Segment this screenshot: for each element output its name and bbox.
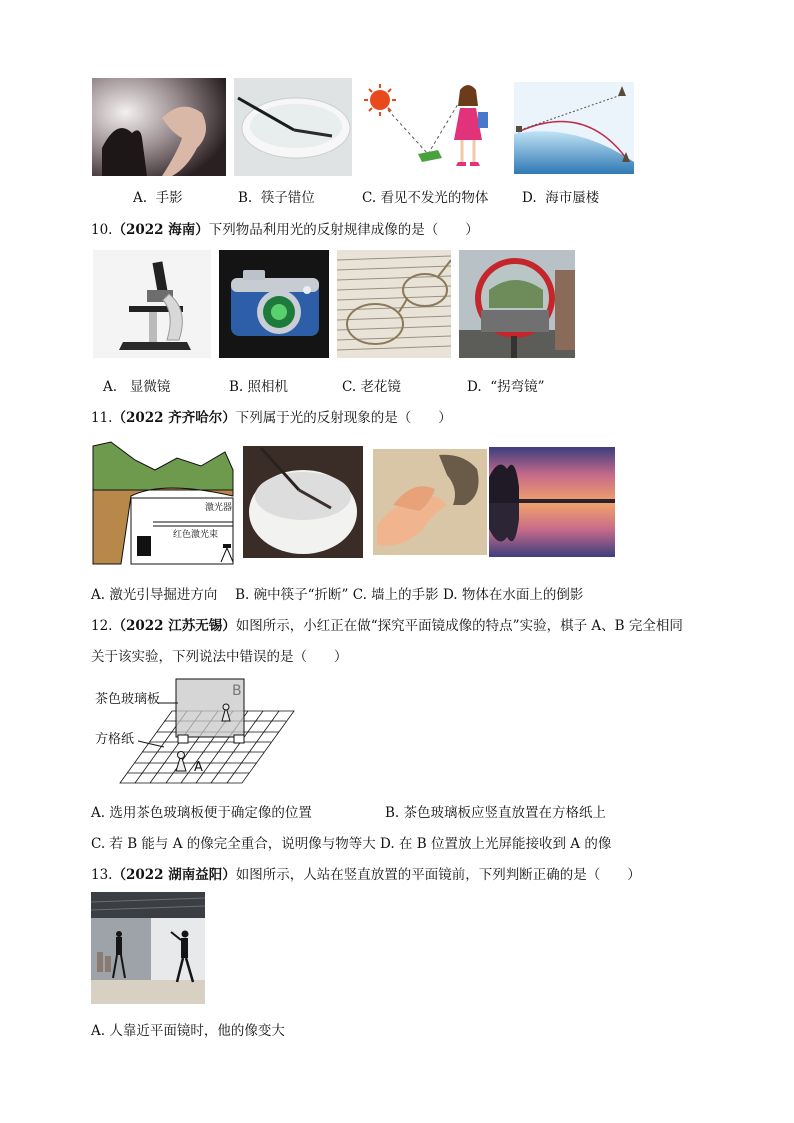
camera-photo: [219, 250, 329, 358]
question-stem: 如图所示，人站在竖直放置的平面镜前，下列判断正确的是（ ）: [235, 867, 641, 883]
option-text: 看见不发光的物体: [380, 190, 489, 206]
grid-paper-label: 方格纸: [95, 732, 135, 747]
question-source: （2022 海南）: [112, 222, 209, 238]
chopstick-bowl-photo: [234, 78, 352, 176]
beam-label: 红色激光束: [173, 530, 219, 540]
question-number: 13.: [91, 867, 113, 883]
question-10: [91, 218, 479, 238]
question-12: [91, 614, 683, 634]
question-source: （2022 江苏无锡）: [112, 618, 236, 634]
option-text: “拐弯镜”: [490, 379, 545, 395]
option-text: 手影: [155, 190, 183, 206]
option-letter: D.: [467, 379, 482, 395]
question-source: （2022 湖南益阳）: [112, 867, 236, 883]
q10-option-d: [467, 375, 545, 395]
q12-option-b: B. 茶色玻璃板应竖直放置在方格纸上: [385, 805, 607, 821]
option-letter: C.: [342, 379, 357, 395]
question-stem: 如图所示，小红正在做“探究平面镜成像的特点”实验，棋子 A、B 完全相同: [235, 618, 683, 634]
option-letter: B.: [238, 190, 253, 206]
dance-mirror-photo: [91, 892, 205, 1004]
option-a-hand-shadow: [133, 186, 183, 206]
option-text: 照相机: [247, 379, 289, 395]
laser-tunnel-diagram: [91, 440, 235, 566]
option-letter: C.: [362, 190, 377, 206]
q10-option-b: [229, 375, 288, 395]
plane-mirror-experiment-diagram: [92, 677, 298, 787]
q11-options: A. 激光引导掘进方向 B. 碗中筷子“折断” C. 墙上的手影 D. 物体在水面上的倒影: [91, 587, 584, 603]
bowl-chopstick-photo-2: [243, 446, 363, 558]
option-d-mirage: [522, 186, 599, 206]
option-b-chopsticks: [238, 186, 315, 206]
option-letter: A.: [103, 379, 118, 395]
option-c-see-objects: [362, 186, 488, 206]
question-11: [91, 406, 452, 426]
piece-b-label: B: [232, 683, 242, 699]
option-letter: A.: [133, 190, 148, 206]
q13-option-a: A. 人靠近平面镜时，他的像变大: [91, 1023, 285, 1039]
hand-shadow-photo: [92, 78, 226, 176]
question-number: 10.: [91, 222, 113, 238]
option-letter: B.: [229, 379, 244, 395]
q10-option-a: [103, 375, 170, 395]
question-number: 11.: [91, 410, 113, 426]
question-source: （2022 齐齐哈尔）: [112, 410, 236, 426]
glass-label: 茶色玻璃板: [95, 692, 161, 707]
option-text: 筷子错位: [260, 190, 315, 206]
question-stem: 下列属于光的反射现象的是（ ）: [235, 410, 452, 426]
question-stem: 下列物品利用光的反射规律成像的是（ ）: [208, 222, 479, 238]
option-text: 显微镜: [129, 379, 171, 395]
q12-option-a: A. 选用茶色玻璃板便于确定像的位置: [91, 805, 312, 821]
convex-mirror-photo: [459, 250, 575, 358]
question-13: [91, 863, 641, 883]
reading-glasses-photo: [337, 250, 451, 358]
option-letter: D.: [522, 190, 537, 206]
q12-option-cd: C. 若 B 能与 A 的像完全重合，说明像与物等大 D. 在 B 位置放上光屏能接收到 A 的像: [91, 836, 612, 852]
question-number: 12.: [91, 618, 113, 634]
microscope-photo: [93, 250, 211, 358]
laser-label: 激光器: [205, 503, 233, 513]
sun-girl-illustration: [362, 80, 502, 172]
hand-shadow-wall-photo: [373, 449, 487, 555]
lake-reflection-photo: [489, 447, 615, 557]
option-text: 海市蜃楼: [545, 190, 600, 206]
mirage-illustration: [514, 82, 634, 174]
q10-option-c: [342, 375, 401, 395]
piece-a-label: A: [194, 760, 203, 775]
question-12-stem-line-2: 关于该实验，下列说法中错误的是（ ）: [91, 649, 348, 665]
option-text: 老花镜: [360, 379, 401, 395]
